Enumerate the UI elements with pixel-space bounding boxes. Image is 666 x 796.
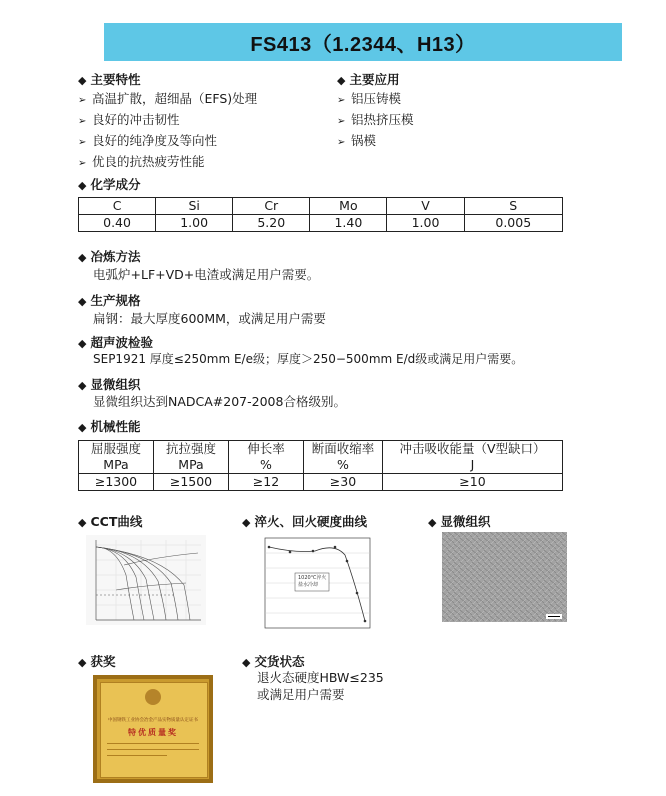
cct-heading: ◆ CCT曲线 xyxy=(78,514,143,529)
page-title: FS413（1.2344、H13） xyxy=(250,33,476,56)
certificate-rule xyxy=(107,749,199,750)
table-cell: 0.40 xyxy=(79,215,156,232)
table-header-cell: 断面收缩率 % xyxy=(304,441,383,474)
microstructure-heading: ◆ 显微组织 xyxy=(78,377,141,392)
list-item: ➢ 良好的纯净度及等向性 xyxy=(78,131,257,152)
features-list xyxy=(78,89,257,173)
arrow-bullet-icon: ➢ xyxy=(78,137,87,148)
mechanical-heading: ◆ 机械性能 xyxy=(78,419,141,434)
table-cell: ≥1300 xyxy=(79,474,154,491)
table-cell: ≥1500 xyxy=(154,474,229,491)
hardness-heading: ◆ 淬火、回火硬度曲线 xyxy=(242,514,367,529)
production-text: 扁钢：最大厚度600MM，或满足用户需要 xyxy=(93,311,326,326)
certificate-subtitle: 特优质量奖 xyxy=(128,728,178,737)
arrow-bullet-icon: ➢ xyxy=(78,158,87,169)
delivery-heading: ◆ 交货状态 xyxy=(242,654,305,669)
smelting-text: 电弧炉+LF+VD+电渣或满足用户需要。 xyxy=(93,267,320,282)
applications-heading: ◆ 主要应用 xyxy=(337,72,400,87)
table-header-cell: 冲击吸收能量（V型缺口） J xyxy=(383,441,563,474)
hardness-chart xyxy=(255,533,375,643)
list-item: ➢ 高温扩散，超细晶（EFS)处理 xyxy=(78,89,257,110)
ultrasonic-text: SEP1921 厚度≤250mm E/e级；厚度＞250−500mm E/d级或满足用户需要。 xyxy=(93,352,524,366)
certificate-rule xyxy=(107,743,199,744)
list-item: ➢ 良好的冲击韧性 xyxy=(78,110,257,131)
diamond-bullet-icon: ◆ xyxy=(337,74,346,87)
cct-chart xyxy=(86,535,206,625)
list-item: ➢ 铝热挤压模 xyxy=(337,110,414,131)
table-header-row xyxy=(79,198,563,215)
diamond-bullet-icon: ◆ xyxy=(78,179,87,192)
table-cell: 5.20 xyxy=(233,215,310,232)
table-cell: 1.00 xyxy=(156,215,233,232)
list-item: ➢ 锅模 xyxy=(337,131,414,152)
diamond-bullet-icon: ◆ xyxy=(242,656,251,669)
microstructure-photo-graphic xyxy=(442,532,567,622)
table-cell: ≥30 xyxy=(304,474,383,491)
table-header-cell: Cr xyxy=(233,198,310,215)
diamond-bullet-icon: ◆ xyxy=(78,251,87,264)
table-header-cell: 屈服强度 MPa xyxy=(79,441,154,474)
cct-chart-graphic xyxy=(86,535,206,625)
diamond-bullet-icon: ◆ xyxy=(78,295,87,308)
features-heading: ◆ 主要特性 xyxy=(78,72,141,87)
diamond-bullet-icon: ◆ xyxy=(242,516,251,529)
table-row xyxy=(79,474,563,491)
table-header-cell: 抗拉强度 MPa xyxy=(154,441,229,474)
title-bar xyxy=(104,23,622,61)
arrow-bullet-icon: ➢ xyxy=(337,116,346,127)
microstructure-text: 显微组织达到NADCA#207-2008合格级别。 xyxy=(93,394,346,409)
table-cell: 1.00 xyxy=(387,215,464,232)
table-cell: 1.40 xyxy=(310,215,387,232)
ultrasonic-heading: ◆ 超声波检验 xyxy=(78,335,153,350)
chemistry-table xyxy=(78,197,563,232)
table-header-cell: V xyxy=(387,198,464,215)
table-header-row xyxy=(79,441,563,474)
diamond-bullet-icon: ◆ xyxy=(78,421,87,434)
list-item: ➢ 铝压铸模 xyxy=(337,89,414,110)
diamond-bullet-icon: ◆ xyxy=(78,337,87,350)
arrow-bullet-icon: ➢ xyxy=(337,137,346,148)
micro-heading: ◆ 显微组织 xyxy=(428,514,491,529)
award-certificate xyxy=(93,675,213,783)
table-cell: ≥12 xyxy=(229,474,304,491)
arrow-bullet-icon: ➢ xyxy=(78,116,87,127)
certificate-title: 中国钢铁工业协会冶金产品实物质量认定证书 xyxy=(108,718,198,723)
arrow-bullet-icon: ➢ xyxy=(78,95,87,106)
diamond-bullet-icon: ◆ xyxy=(78,379,87,392)
table-header-cell: S xyxy=(464,198,562,215)
table-header-cell: 伸长率 % xyxy=(229,441,304,474)
diamond-bullet-icon: ◆ xyxy=(78,656,87,669)
production-heading: ◆ 生产规格 xyxy=(78,293,141,308)
list-item: ➢ 优良的抗热疲劳性能 xyxy=(78,152,257,173)
arrow-bullet-icon: ➢ xyxy=(337,95,346,106)
award-heading: ◆ 获奖 xyxy=(78,654,116,669)
table-cell: ≥10 xyxy=(383,474,563,491)
certificate-emblem-icon xyxy=(145,689,161,705)
applications-list xyxy=(337,89,414,152)
table-cell: 0.005 xyxy=(464,215,562,232)
table-header-cell: C xyxy=(79,198,156,215)
hardness-chart-legend: 1020℃淬火 盐水冷却 xyxy=(298,575,327,588)
delivery-text: 退火态硬度HBW≤235 或满足用户需要 xyxy=(257,670,384,702)
microstructure-photo xyxy=(442,532,567,622)
table-row xyxy=(79,215,563,232)
chemistry-heading: ◆ 化学成分 xyxy=(78,177,141,192)
table-header-cell: Si xyxy=(156,198,233,215)
diamond-bullet-icon: ◆ xyxy=(78,74,87,87)
table-header-cell: Mo xyxy=(310,198,387,215)
certificate-rule xyxy=(107,755,167,756)
mechanical-table xyxy=(78,440,563,491)
diamond-bullet-icon: ◆ xyxy=(78,516,87,529)
smelting-heading: ◆ 冶炼方法 xyxy=(78,249,141,264)
diamond-bullet-icon: ◆ xyxy=(428,516,437,529)
